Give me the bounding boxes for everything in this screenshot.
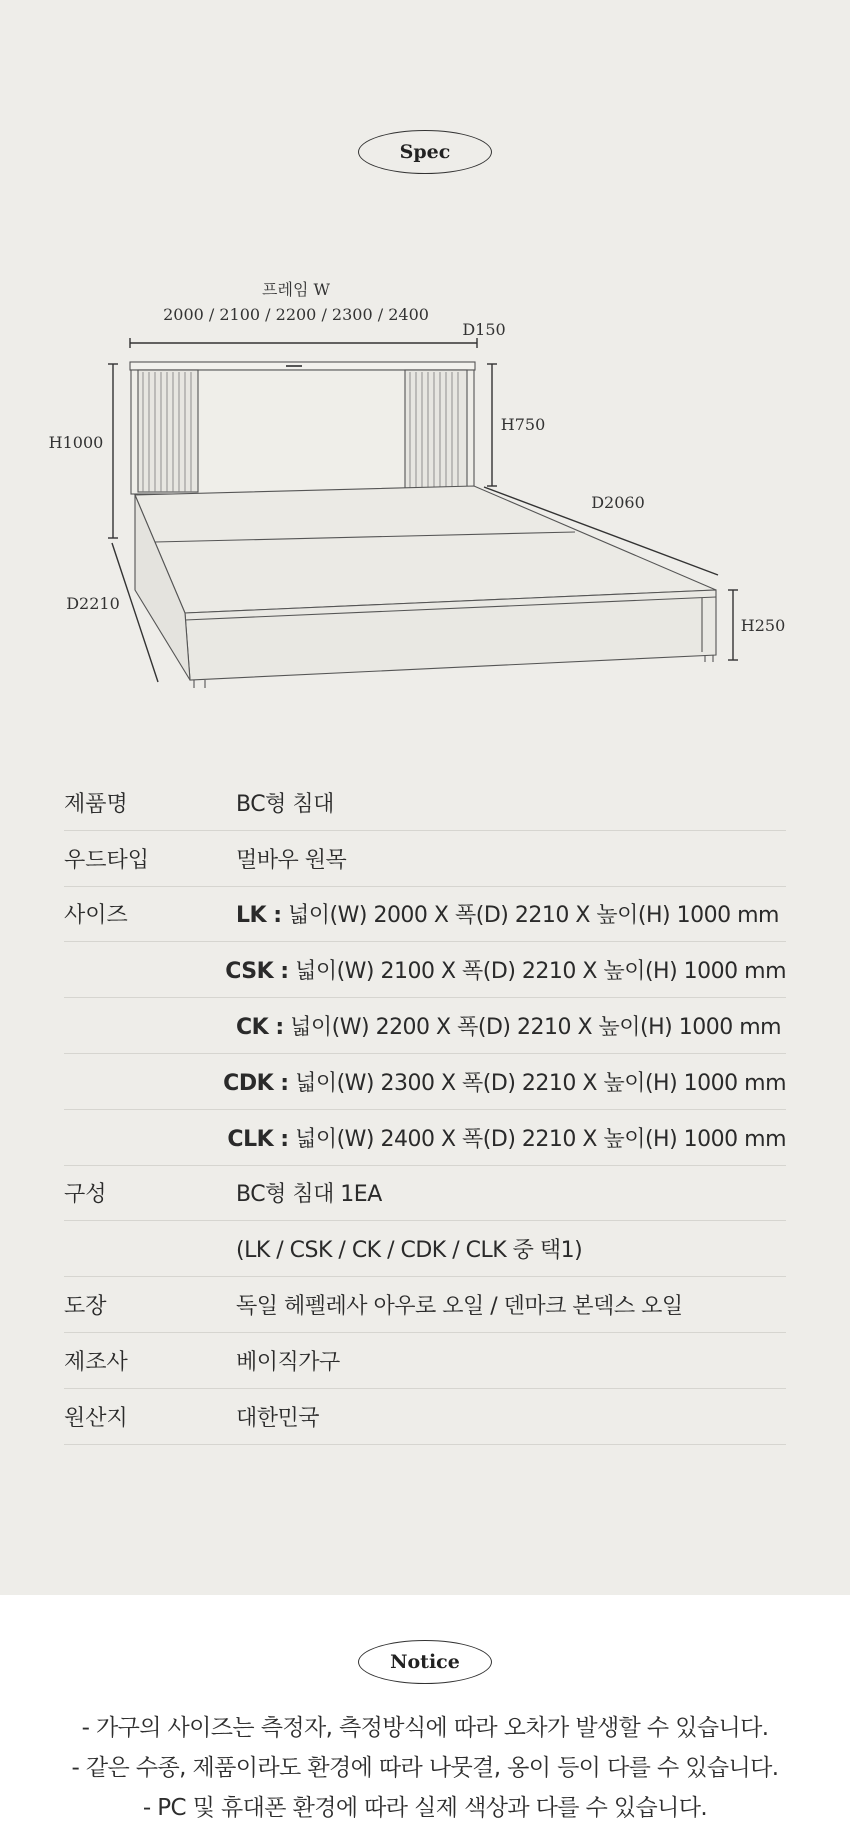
- spec-row: [64, 831, 786, 887]
- spec-row: [64, 887, 786, 943]
- spec-label: 구성: [64, 1182, 107, 1208]
- spec-value: 멀바우 원목: [236, 847, 347, 873]
- spec-value: 베이직가구: [236, 1349, 340, 1375]
- spec-row: [64, 1054, 786, 1110]
- frame-width-label: 프레임 W: [262, 280, 330, 299]
- spec-row: [64, 942, 786, 998]
- spec-row: [64, 1277, 786, 1333]
- frame-depth-label: D2060: [591, 493, 645, 512]
- spec-value: LK : 넓이(W) 2000 X 폭(D) 2210 X 높이(H) 1000 mm: [236, 903, 779, 929]
- notice-line: - 같은 수종, 제품이라도 환경에 따라 나뭇결, 옹이 등이 다를 수 있습니다.: [71, 1755, 779, 1781]
- notice-line: - PC 및 휴대폰 환경에 따라 실제 색상과 다를 수 있습니다.: [142, 1795, 708, 1821]
- spec-label: 제품명: [64, 791, 128, 817]
- spec-row: [64, 1166, 786, 1222]
- spec-value: BC형 침대: [236, 791, 334, 817]
- spec-label: 우드타입: [64, 847, 150, 873]
- spec-row: [64, 1333, 786, 1389]
- headboard-height-label: H750: [500, 415, 546, 434]
- total-depth-label: D2210: [66, 594, 120, 613]
- spec-value: CDK : 넓이(W) 2300 X 폭(D) 2210 X 높이(H) 1000 mm: [223, 1070, 786, 1096]
- spec-label: 도장: [64, 1294, 107, 1320]
- spec-value: CLK : 넓이(W) 2400 X 폭(D) 2210 X 높이(H) 1000 mm: [227, 1126, 786, 1152]
- spec-row: [64, 1110, 786, 1166]
- spec-label: 원산지: [64, 1405, 128, 1431]
- headboard-depth-label: D150: [462, 320, 506, 339]
- total-height-label: H1000: [48, 433, 104, 452]
- bed-dimension-diagram: [0, 270, 850, 710]
- spec-row: [64, 998, 786, 1054]
- spec-value: 독일 헤펠레사 아우로 오일 / 덴마크 본덱스 오일: [236, 1294, 683, 1320]
- notice-badge: Notice: [358, 1640, 492, 1684]
- spec-table: [64, 775, 786, 1445]
- spec-row: [64, 775, 786, 831]
- base-height-label: H250: [740, 616, 786, 635]
- notice-text: [0, 1708, 850, 1828]
- spec-value: CK : 넓이(W) 2200 X 폭(D) 2210 X 높이(H) 1000 mm: [236, 1015, 782, 1041]
- spec-value: BC형 침대 1EA: [236, 1182, 382, 1208]
- spec-row: [64, 1389, 786, 1445]
- spec-row: [64, 1221, 786, 1277]
- notice-line: - 가구의 사이즈는 측정자, 측정방식에 따라 오차가 발생할 수 있습니다.: [81, 1715, 769, 1741]
- spec-badge: Spec: [358, 130, 492, 174]
- spec-label: 사이즈: [64, 903, 128, 929]
- spec-value: (LK / CSK / CK / CDK / CLK 중 택1): [236, 1238, 583, 1264]
- frame-width-values: 2000 / 2100 / 2200 / 2300 / 2400: [163, 305, 429, 324]
- bed-drawing: [130, 362, 716, 688]
- spec-value: 대한민국: [236, 1405, 320, 1431]
- spec-label: 제조사: [64, 1349, 128, 1375]
- spec-value: CSK : 넓이(W) 2100 X 폭(D) 2210 X 높이(H) 1000 mm: [225, 959, 786, 985]
